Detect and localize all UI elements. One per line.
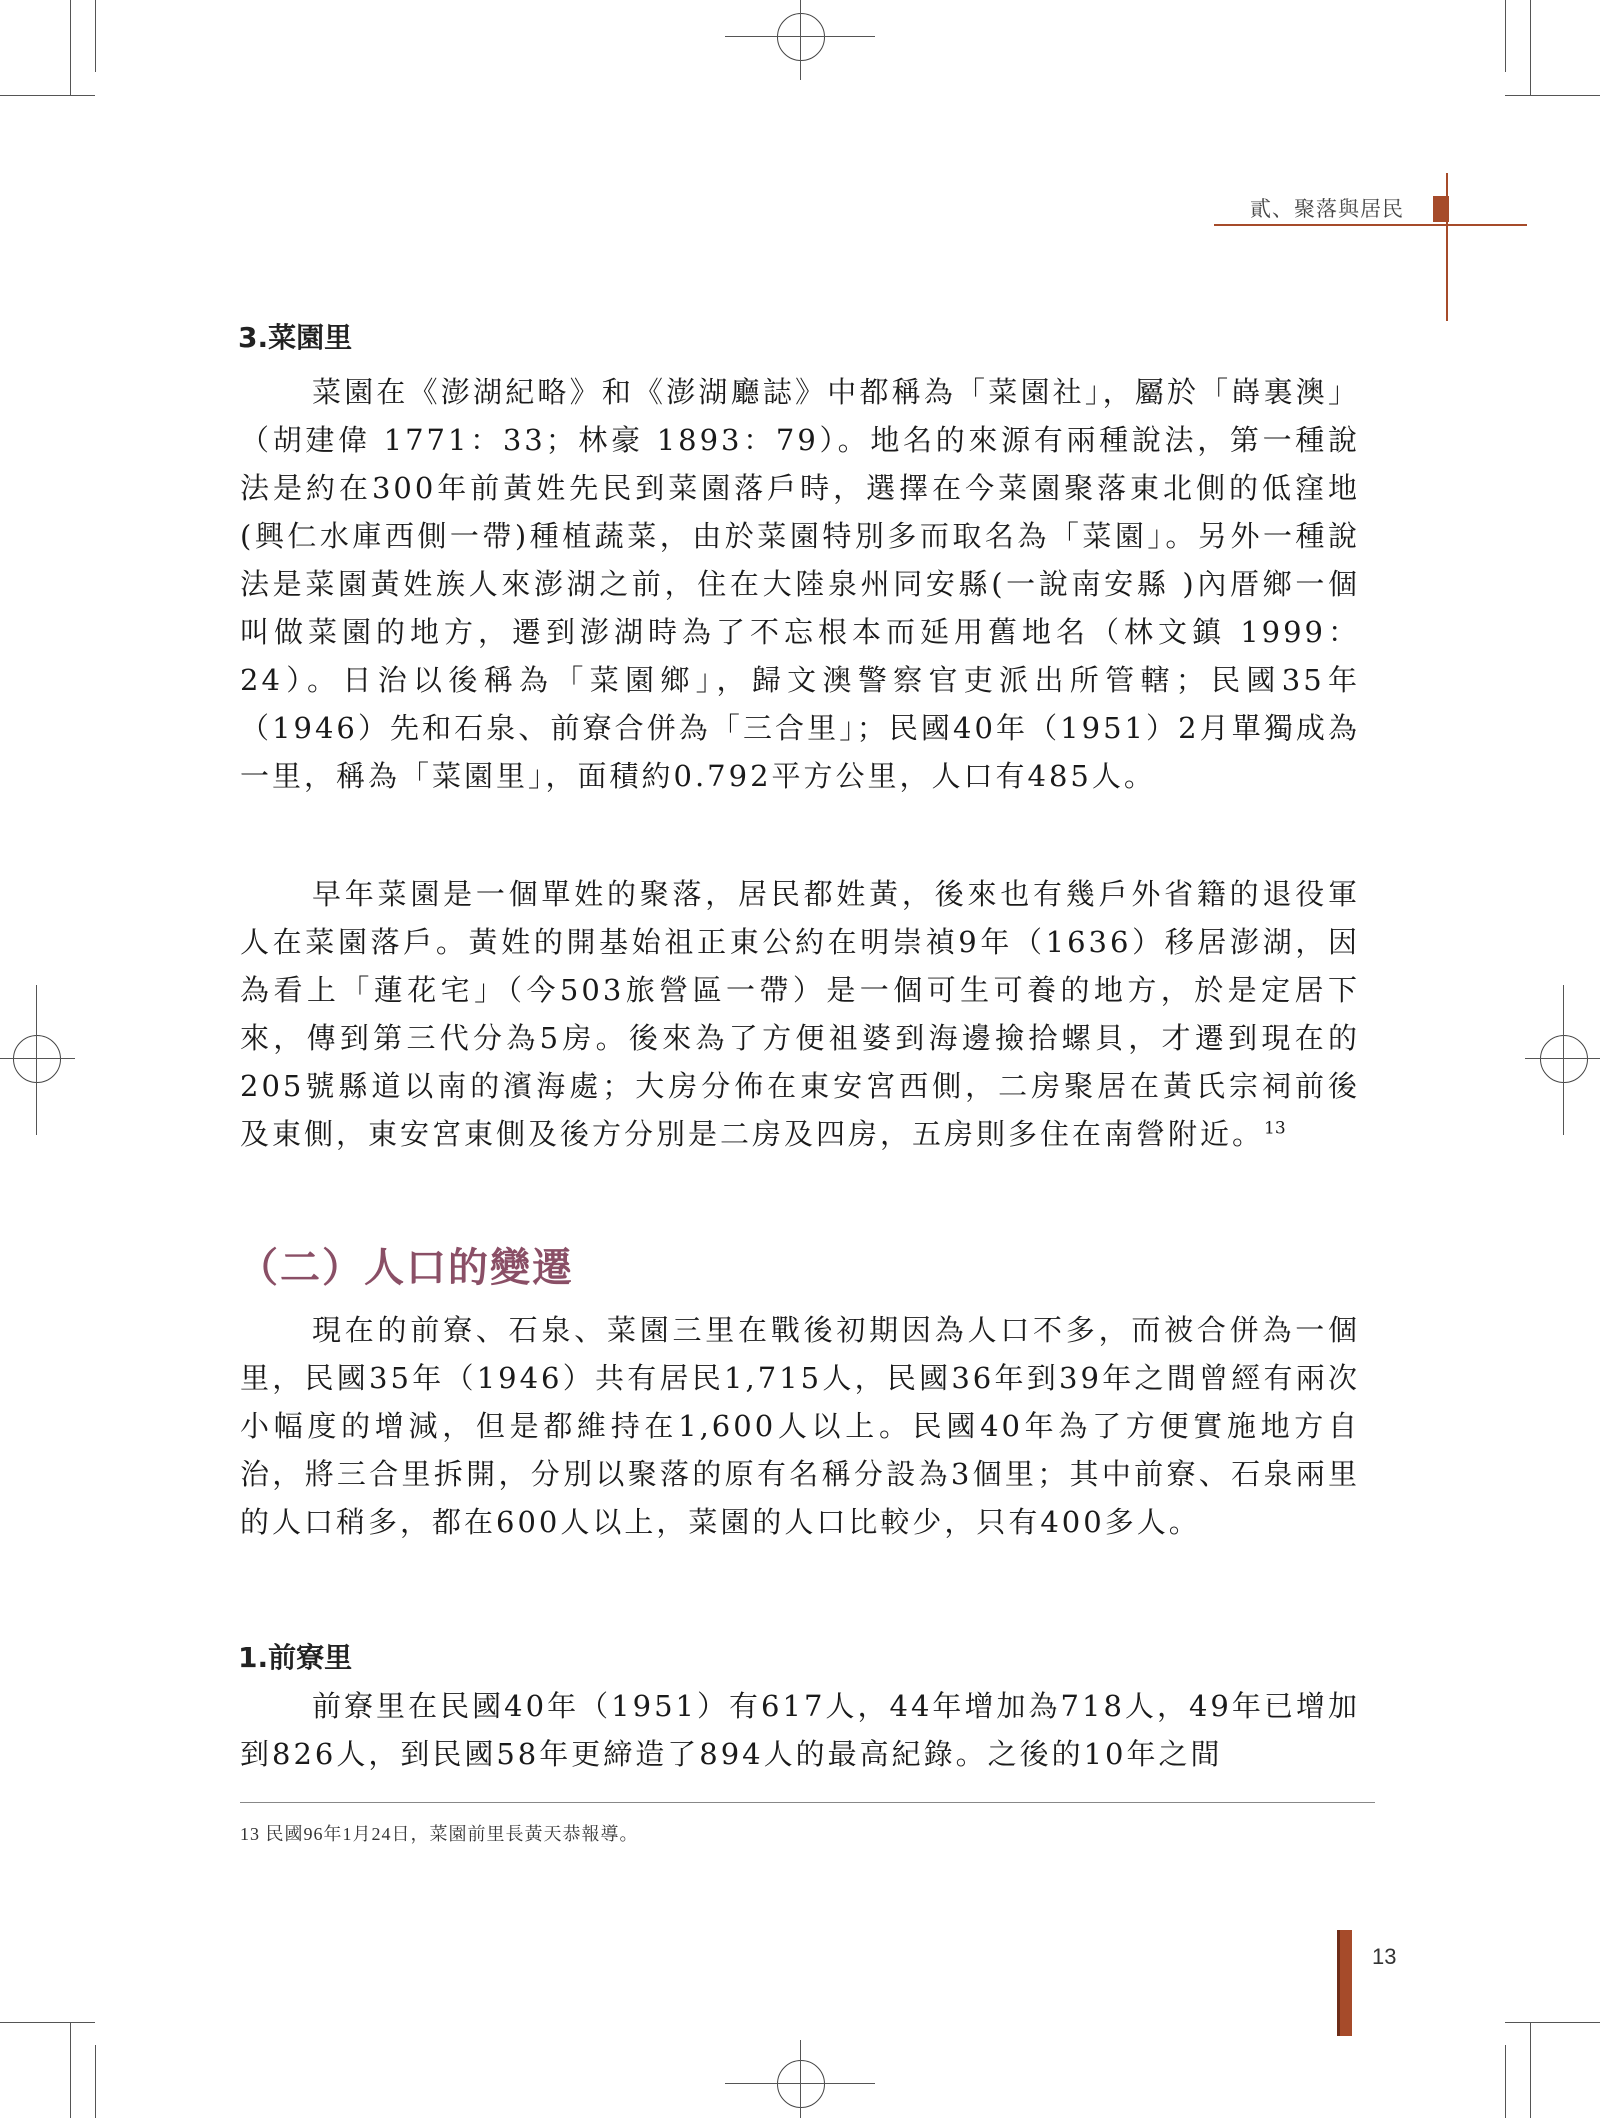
subsection-heading-qianliao: 1.前寮里 — [238, 1641, 353, 1674]
paragraph-text: 現在的前寮、石泉、菜園三里在戰後初期因為人口不多，而被合併為一個里，民國35年（1946）共有居民1,715人，民國36年到39年之間曾經有兩次小幅度的增減，但是都維持在1,600人以上。民國40年為了方便實施地方自治，將三合里拆開，分別以聚落的原有名稱分設為3個里；其中前寮、石泉兩里的人口稍多，都在600人以上，菜園的人口比較少，只有400多人。 — [240, 1313, 1360, 1539]
header-rule — [1214, 224, 1527, 226]
footnote-rule — [240, 1802, 1375, 1803]
subsection-heading-caiyuan: 3.菜園里 — [238, 321, 353, 354]
paragraph-caiyuan-origin — [240, 368, 1360, 800]
paragraph-text: 前寮里在民國40年（1951）有617人，44年增加為718人，49年已增加到826人，到民國58年更締造了894人的最高紀錄。之後的10年之間 — [240, 1689, 1360, 1771]
paragraph-caiyuan-history — [240, 870, 1360, 1158]
paragraph-text: 早年菜園是一個單姓的聚落，居民都姓黃，後來也有幾戶外省籍的退役軍人在菜園落戶。黃姓的開基始祖正東公約在明崇禎9年（1636）移居澎湖，因為看上「蓮花宅」（今503旅營區一帶）是一個可生可養的地方，於是定居下來，傳到第三代分為5房。後來為了方便祖婆到海邊撿拾螺貝，才遷到現在的205號縣道以南的濱海處；大房分佈在東安宮西側，二房聚居在黃氏宗祠前後及東側，東安宮東側及後方分別是二房及四房，五房則多住在南營附近。 — [240, 877, 1360, 1151]
paragraph-population — [240, 1306, 1360, 1546]
page-number-bar-edge — [1337, 1930, 1340, 2036]
running-title: 貳、聚落與居民 — [1250, 197, 1404, 221]
page-number: 13 — [1372, 1944, 1397, 1969]
paragraph-qianliao — [240, 1682, 1360, 1778]
footnote-reference[interactable]: 13 — [1264, 1118, 1286, 1139]
footnote-13: 13 民國96年1月24日，菜園前里長黃天恭報導。 — [240, 1824, 639, 1844]
paragraph-text: 菜園在《澎湖紀略》和《澎湖廳誌》中都稱為「菜園社」，屬於「嵵裏澳」（胡建偉 1771：33；林豪 1893：79）。地名的來源有兩種說法，第一種說法是約在300年前黃姓先民到菜園落戶時，選擇在今菜園聚落東北側的低窪地(興仁水庫西側一帶)種植蔬菜，由於菜園特別多而取名為「菜園」。另外一種說法是菜園黃姓族人來澎湖之前，住在大陸泉州同安縣(一說南安縣 )內厝鄉一個叫做菜園的地方，遷到澎湖時為了不忘根本而延用舊地名（林文鎮 1999：24）。日治以後稱為「菜園鄉」，歸文澳警察官吏派出所管轄；民國35年（1946）先和石泉、前寮合併為「三合里」；民國40年（1951）2月單獨成為一里，稱為「菜園里」，面積約0.792平方公里，人口有485人。 — [240, 375, 1360, 793]
header-accent-block — [1433, 196, 1449, 222]
section-heading-population: （二）人口的變遷 — [238, 1245, 574, 1291]
